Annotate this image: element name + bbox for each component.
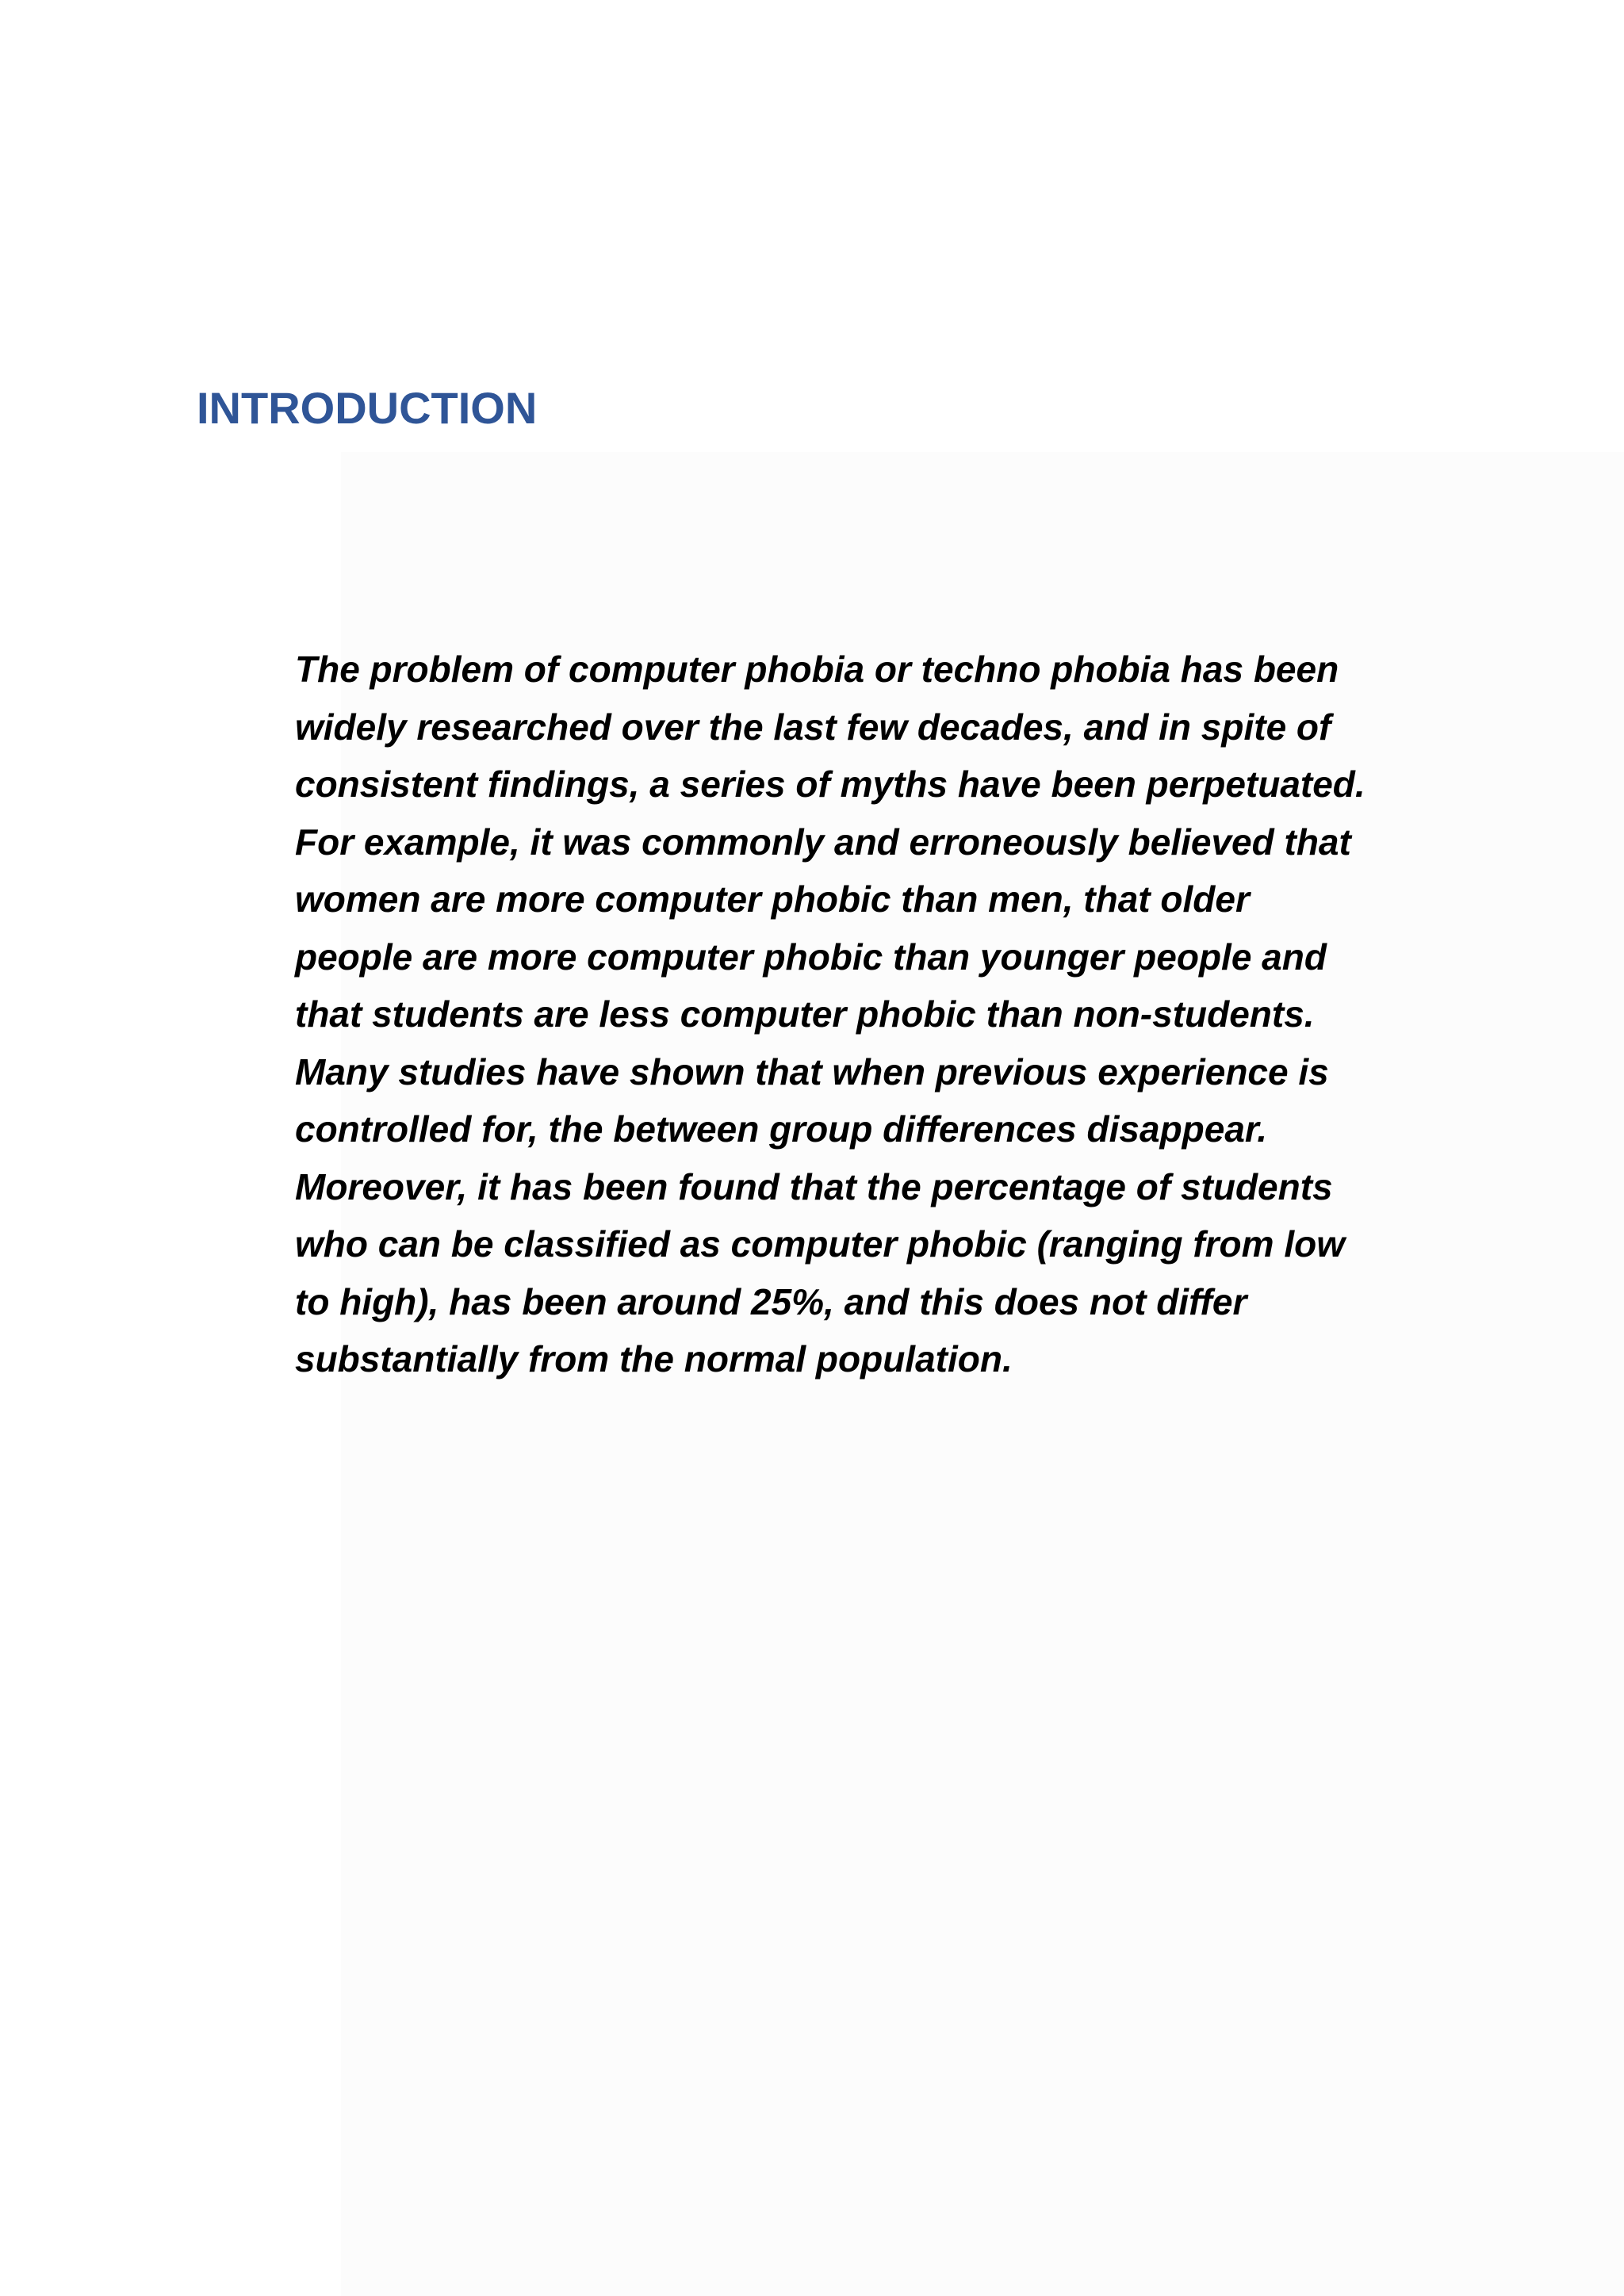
paragraph-line: Moreover, it has been found that the percentage of students [295, 1165, 1333, 1207]
paragraph-line: who can be classified as computer phobic (ranging from low [295, 1223, 1345, 1265]
paragraph-line: Many studies have shown that when previous experience is [295, 1050, 1329, 1093]
paragraph-line: consistent findings, a series of myths have been perpetuated. [295, 763, 1365, 805]
section-heading: INTRODUCTION [197, 383, 538, 433]
paragraph-line: that students are less computer phobic than non-students. [295, 993, 1315, 1035]
paragraph-line: widely researched over the last few decades, and in spite of [295, 706, 1331, 748]
paragraph-line: substantially from the normal population. [295, 1338, 1013, 1380]
paragraph-line: For example, it was commonly and erroneously believed that [295, 821, 1351, 863]
paragraph-line: The problem of computer phobia or techno phobia has been [295, 649, 1339, 690]
paragraph-line: controlled for, the between group differences disappear. [295, 1108, 1268, 1150]
introduction-paragraph [295, 641, 1405, 1388]
paragraph-line: women are more computer phobic than men, that older [295, 878, 1250, 920]
paragraph-line: to high), has been around 25%, and this does not differ [295, 1280, 1247, 1322]
paragraph-line: people are more computer phobic than younger people and [295, 936, 1327, 978]
